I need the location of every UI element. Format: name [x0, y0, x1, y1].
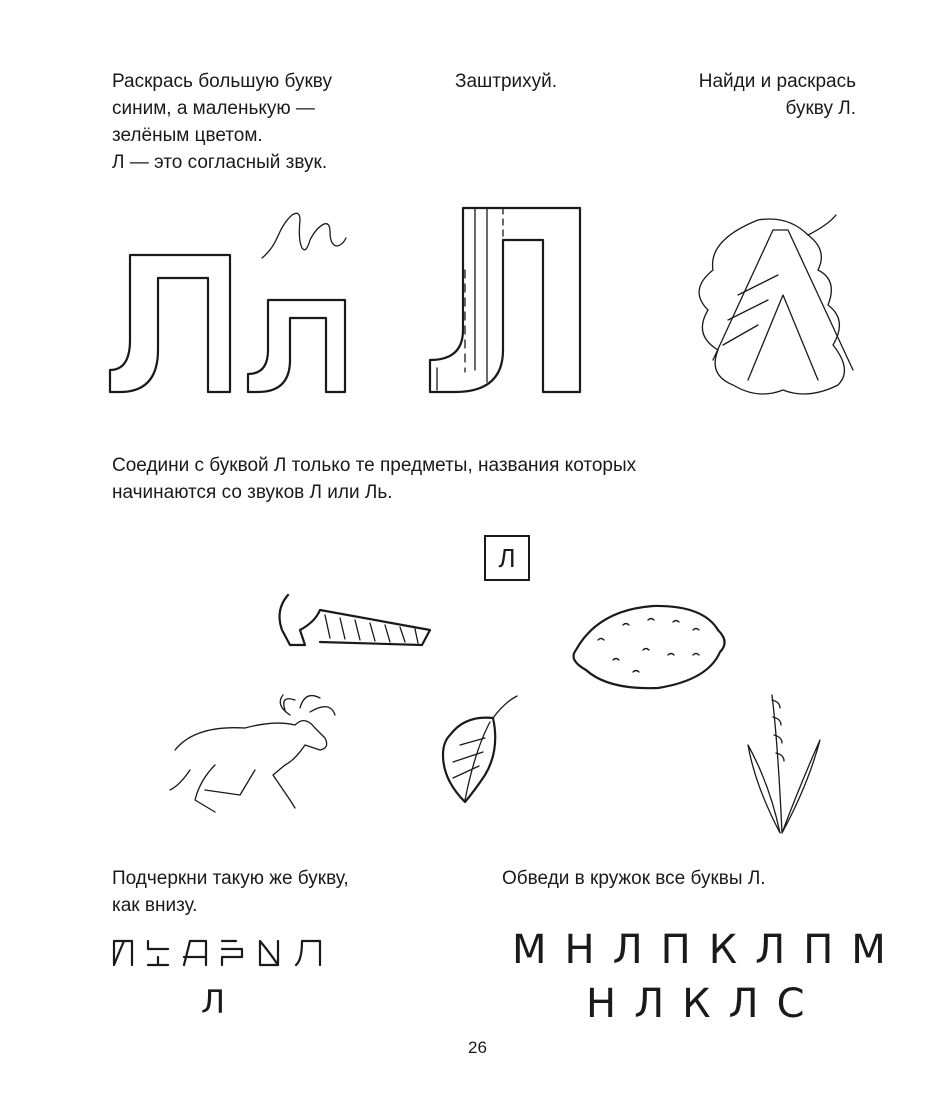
letter-variant-2 [148, 941, 168, 965]
instruction-color-letter: Раскрась большую букву синим, а маленькую — зелёным цветом. Л — это согласный звук. [112, 71, 332, 173]
instruction-hatch: Заштрихуй. [455, 71, 558, 92]
letters-row-2[interactable]: НЛКЛС [586, 981, 823, 1027]
leaves-hidden-l-icon [688, 210, 863, 410]
letter-variant-4 [222, 941, 242, 965]
letters-row-1[interactable]: МНЛПКЛПМ [512, 927, 904, 973]
instruction-circle: Обведи в кружок все буквы Л. [502, 868, 766, 889]
moose-icon[interactable] [155, 690, 345, 825]
instruction-find-color: Найди и раскрась букву Л. [698, 71, 856, 119]
hatched-letter-l-icon [425, 200, 590, 400]
letter-variant-3 [184, 941, 206, 965]
letter-variants-row[interactable] [110, 935, 325, 970]
lemon-icon[interactable] [568, 600, 738, 695]
lily-of-the-valley-icon[interactable] [740, 685, 830, 840]
instruction-underline: Подчеркни такую же букву, как внизу. [112, 868, 349, 916]
page-number: 26 [468, 1038, 487, 1057]
letter-l-outline-icon [100, 200, 360, 400]
birch-leaf-icon[interactable] [435, 690, 525, 810]
instruction-connect: Соедини с буквой Л только те предметы, названия которых начинаются со звуков Л или Ль. [112, 455, 637, 503]
sample-letter: Л [201, 983, 226, 1021]
letter-variant-1 [114, 941, 132, 965]
saw-icon[interactable] [270, 590, 440, 660]
boxed-letter[interactable]: Л [484, 535, 530, 581]
letter-variant-6 [296, 941, 320, 965]
letter-variant-5 [260, 941, 278, 965]
